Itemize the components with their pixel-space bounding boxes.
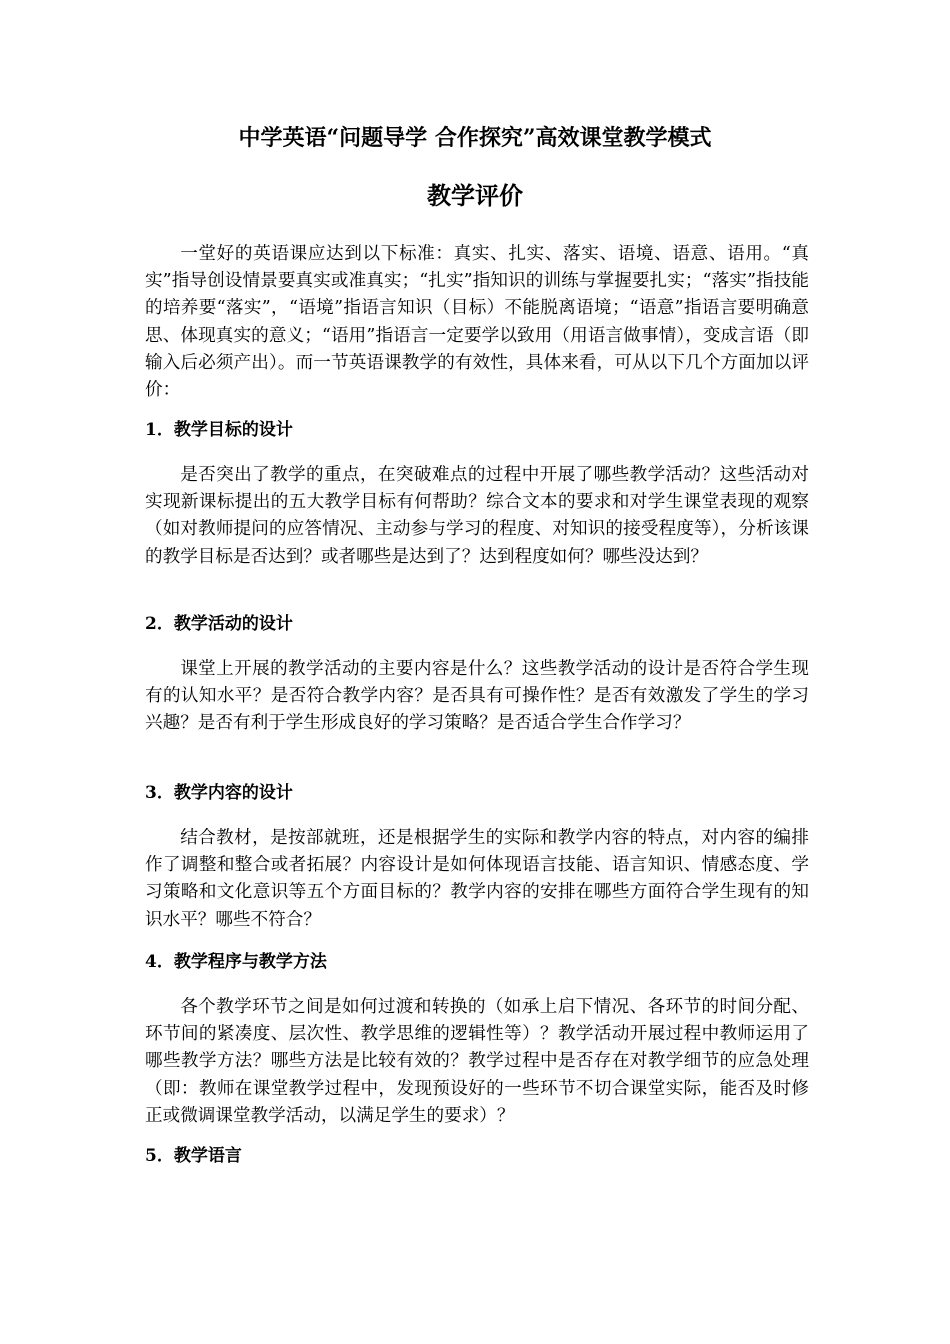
- section-body-1: 是否突出了教学的重点，在突破难点的过程中开展了哪些教学活动？这些活动对实现新课标提出的五大教学目标有何帮助？综合文本的要求和对学生课堂表现的观察（如对教师提问的应答情况、主动参与学习的程度、对知识的接受程度等），分析该课的教学目标是否达到？或者哪些是达到了？达到程度如何？哪些没达到？: [145, 465, 809, 567]
- section-heading-2: [145, 612, 293, 636]
- section-heading-5: [145, 1144, 242, 1168]
- section-title: 教学内容的设计: [173, 783, 293, 803]
- section-number: 2．: [145, 614, 174, 634]
- intro-paragraph: 一堂好的英语课应达到以下标准：真实、扎实、落实、语境、语意、语用。“真实”指导创设情景要真实或准真实；“扎实”指知识的训练与掌握要扎实；“落实”指技能的培养要“落实”，“语境”指语言知识（目标）不能脱离语境；“语意”指语言要明确意思、体现真实的意义；“语用”指语言一定要学以致用（用语言做事情），变成言语（即输入后必须产出）。而一节英语课教学的有效性，具体来看，可从以下几个方面加以评价：: [145, 244, 809, 401]
- section-number: 4．: [145, 952, 174, 972]
- section-number: 3．: [145, 783, 174, 803]
- section-body-3: 结合教材，是按部就班，还是根据学生的实际和教学内容的特点，对内容的编排作了调整和整合或者拓展？内容设计是如何体现语言技能、语言知识、情感态度、学习策略和文化意识等五个方面目标的？教学内容的安排在哪些方面符合学生现有的知识水平？哪些不符合？: [145, 828, 809, 930]
- section-body-4: 各个教学环节之间是如何过渡和转换的（如承上启下情况、各环节的时间分配、环节间的紧凑度、层次性、教学思维的逻辑性等）？教学活动开展过程中教师运用了哪些教学方法？哪些方法是比较有效的？教学过程中是否存在对教学细节的应急处理（即：教师在课堂教学过程中，发现预设好的一些环节不切合课堂实际，能否及时修正或微调课堂教学活动，以满足学生的要求）？: [145, 997, 809, 1126]
- section-number: 1．: [145, 420, 174, 440]
- section-title: 教学程序与教学方法: [173, 952, 327, 972]
- section-heading-4: [145, 950, 327, 974]
- section-title: 教学语言: [173, 1146, 242, 1166]
- section-title: 教学活动的设计: [173, 614, 293, 634]
- section-number: 5．: [145, 1146, 174, 1166]
- section-body-2: 课堂上开展的教学活动的主要内容是什么？这些教学活动的设计是否符合学生现有的认知水平？是否符合教学内容？是否具有可操作性？是否有效激发了学生的学习兴趣？是否有利于学生形成良好的学习策略？是否适合学生合作学习？: [145, 659, 809, 734]
- section-heading-3: [145, 781, 293, 805]
- section-title: 教学目标的设计: [173, 420, 293, 440]
- document-subtitle: 教学评价: [427, 181, 523, 210]
- section-heading-1: [145, 418, 293, 442]
- document-title: 中学英语“问题导学 合作探究”高效课堂教学模式: [238, 125, 712, 151]
